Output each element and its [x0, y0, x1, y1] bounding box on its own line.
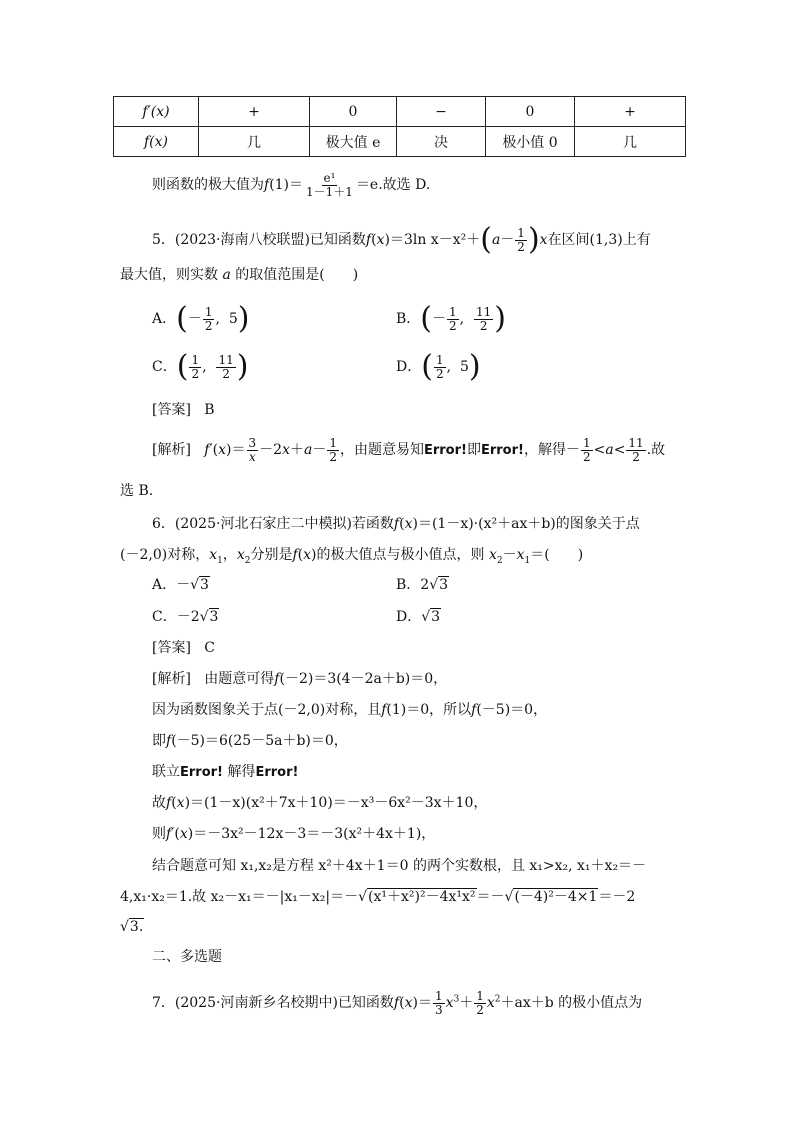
text: ＝－2: [598, 889, 636, 905]
analysis-5: [解析] f′(x)＝ $\frac{3}{x}$ －2x＋a－ $\frac{1}{2}$ ，由题意易知Error!即Error!，解得－ $\frac{1}{2}$ <a< $\frac{11}{2}$ .故: [152, 436, 666, 464]
option-c: C．( $\frac{1}{2}$ , $\frac{11}{2}$ ): [152, 349, 249, 384]
analysis-5-tail: 选 B.: [120, 483, 154, 499]
text: 的取值范围是( ): [235, 267, 359, 283]
text: ＝(1－x)·(x²＋ax＋b)的图象关于点: [417, 516, 640, 532]
text: f: [264, 177, 270, 194]
table-row: [114, 127, 686, 157]
text: x: [376, 232, 385, 248]
answer-6: [152, 641, 215, 655]
text: 联立: [152, 764, 180, 780]
text: ＝(1－x)(x²＋7x＋10)＝－x³－6x²－3x＋10，: [190, 795, 488, 811]
analysis-6-line1: [解析] 由题意可得f(－2)＝3(4－2a＋b)＝0，: [152, 671, 448, 687]
text: [答案]: [152, 402, 191, 418]
text: B．: [396, 311, 421, 327]
option-b: B．(－ $\frac{1}{2}$ , $\frac{11}{2}$ ): [396, 301, 507, 336]
text: C: [204, 640, 216, 656]
paren: (: [480, 222, 492, 257]
text: 3.: [129, 919, 144, 935]
fraction: $\frac{1}{2}$: [517, 225, 525, 254]
text: 即: [466, 442, 481, 459]
text: a: [491, 232, 501, 248]
text: (1)＝0，所以: [386, 702, 472, 718]
text: ＝e.故选 D.: [355, 177, 431, 194]
analysis-6-line2: 因为函数图象关于点(－2,0)对称，且f(1)＝0，所以f(－5)＝0，: [152, 702, 548, 718]
question-7-line1: 7．(2025·河南新乡名校期中)已知函数f(x)＝ $\frac{1}{3}$ $x^3+$ $\frac{1}{2}$ $x^2+ax+b$ 的极小值点为: [152, 989, 643, 1017]
numerator: e¹: [323, 171, 336, 185]
text: A．－: [152, 577, 191, 593]
text: 4,x₁·x₂＝1.故 x₂－x₁＝－|x₁－x₂|＝－: [120, 889, 359, 905]
text: x: [539, 232, 548, 248]
error-text: Error!: [480, 443, 524, 459]
text: [解析]: [152, 671, 191, 687]
text: [解析]: [152, 442, 191, 459]
error-text: Error!: [423, 443, 467, 459]
text: ＝: [417, 995, 432, 1012]
table-cell: 几: [199, 127, 310, 157]
text: (1)＝: [269, 177, 304, 194]
table-cell: +: [575, 97, 686, 127]
analysis-6-line8: 4,x₁·x₂＝1.故 x₂－x₁＝－|x₁－x₂|＝－√(x¹＋x²)²－4x¹x²＝－√(－4)²－4×1＝－2: [120, 889, 636, 905]
text: ＝3ln x－x²＋: [389, 232, 481, 248]
text: B．2: [396, 577, 430, 593]
text: D．: [396, 359, 422, 375]
error-text: Error!: [255, 765, 299, 780]
text: [答案]: [152, 640, 191, 656]
text: 的极大值点与极小值点，则: [316, 547, 485, 563]
text: (－2)＝3(4－2a＋b)＝0，: [279, 671, 448, 687]
error-text: Error!: [180, 765, 223, 780]
text: 故: [152, 795, 166, 811]
option-d: D．√3: [396, 609, 441, 625]
analysis-6-line7: 结合题意可知 x₁,x₂是方程 x²＋4x＋1＝0 的两个实数根，且 x₁>x₂, x₁＋x₂＝－: [152, 858, 647, 874]
text: 7．(2025·河南新乡名校期中)已知函数: [152, 995, 394, 1012]
fraction: [304, 172, 355, 198]
text: ＝( ): [530, 547, 584, 563]
text: B: [204, 402, 215, 418]
question-6-line2: (－2,0)对称，$x_1$，$x_2$分别是f(x)的极大值点与极小值点，则 $x_2-x_1=$( ): [120, 547, 584, 566]
option-d: D．( $\frac{1}{2}$ , 5): [396, 349, 481, 384]
text: C．: [152, 359, 177, 375]
table-cell: 决: [397, 127, 486, 157]
text: f: [365, 232, 372, 248]
text: 分别是: [250, 547, 293, 563]
sign-table: [113, 96, 686, 157]
table-cell: +: [199, 97, 310, 127]
text: 则函数的极大值为: [152, 177, 264, 194]
paren: ): [527, 222, 540, 257]
text: ，解得: [523, 442, 566, 459]
table-cell: 极大值 e: [310, 127, 397, 157]
table-cell: f(x): [114, 127, 199, 157]
table-cell: 0: [310, 97, 397, 127]
text: a: [222, 267, 231, 283]
section-title: 二、多选题: [152, 949, 222, 965]
option-a: A．－√3: [152, 577, 209, 593]
text: C．－2: [152, 609, 200, 625]
question-5-line1: 5．(2023·海南八校联盟)已知函数f(x)＝3ln x－x²＋(a－ $\frac{1}{2}$ )x在区间(1,3)上有: [152, 222, 651, 257]
analysis-6-line6: 则f′(x)＝－3x²－12x－3＝－3(x²＋4x＋1)，: [152, 826, 436, 842]
text: 则: [152, 826, 166, 842]
text: 由题意可得: [204, 671, 275, 687]
text: .故: [646, 442, 666, 459]
table-cell: 极小值 0: [486, 127, 575, 157]
table-cell: −: [397, 97, 486, 127]
table-cell: 几: [575, 127, 686, 157]
text: 因为函数图象关于点(－2,0)对称，且: [152, 702, 382, 718]
text: ＝－: [476, 889, 505, 905]
text: A．: [152, 311, 177, 327]
denominator: 1－1＋1: [306, 184, 353, 199]
analysis-6-line9: √3.: [120, 919, 144, 935]
text: 6．(2025·河北石家庄二中模拟)若函数: [152, 516, 394, 532]
answer-5: [152, 403, 215, 417]
question-5-line2: [120, 268, 358, 282]
option-b: B．2√3: [396, 577, 449, 593]
option-c: C．－2√3: [152, 609, 219, 625]
conclusion-line: [152, 172, 430, 198]
text: 在区间(1,3)上有: [547, 232, 651, 248]
text: ，由题意易知: [339, 442, 424, 459]
option-a: A．(－ $\frac{1}{2}$ , 5): [152, 301, 250, 336]
question-6-line1: 6．(2025·河北石家庄二中模拟)若函数f(x)＝(1－x)·(x²＋ax＋b)的图象关于点: [152, 516, 640, 532]
text: (－5)＝0，: [476, 702, 548, 718]
analysis-6-line4: [152, 765, 298, 779]
text: ＋ax＋b 的极小值点为: [500, 995, 643, 1012]
text: (－2,0)对称，: [120, 547, 210, 563]
table-row: [114, 97, 686, 127]
text: ＝－3x²－12x－3＝－3(x²＋4x＋1)，: [193, 826, 436, 842]
analysis-6-line3: 即f(－5)＝6(25－5a＋b)＝0，: [152, 733, 348, 749]
analysis-6-line5: 故f(x)＝(1－x)(x²＋7x＋10)＝－x³－6x²－3x＋10，: [152, 795, 488, 811]
table-cell: f′(x): [114, 97, 199, 127]
table-cell: 0: [486, 97, 575, 127]
text: (－5)＝6(25－5a＋b)＝0，: [171, 733, 348, 749]
text: 即: [152, 733, 166, 749]
text: 解得: [227, 764, 256, 780]
text: 最大值，则实数: [120, 267, 218, 283]
text: D．: [396, 609, 422, 625]
text: 5．(2023·海南八校联盟)已知函数: [152, 232, 366, 248]
